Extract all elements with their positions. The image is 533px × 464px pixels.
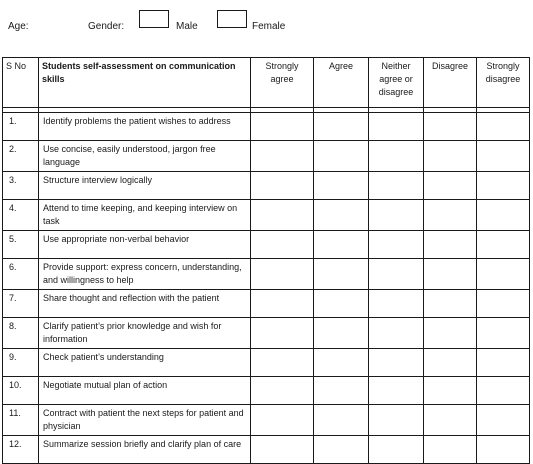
- table-row: [3, 349, 530, 377]
- rating-cell-agree[interactable]: [314, 141, 369, 172]
- rating-cell-strongly-disagree[interactable]: [477, 113, 530, 141]
- rating-cell-strongly-disagree[interactable]: [477, 200, 530, 231]
- female-checkbox[interactable]: [217, 10, 247, 28]
- rating-cell-agree[interactable]: [314, 436, 369, 464]
- age-label: Age:: [8, 21, 29, 32]
- gender-label: Gender:: [88, 21, 125, 32]
- column-header-agree: Agree: [314, 58, 369, 108]
- row-number: 9.: [3, 349, 39, 377]
- table-header-row: [3, 58, 530, 108]
- row-number: 12.: [3, 436, 39, 464]
- rating-cell-agree[interactable]: [314, 200, 369, 231]
- skill-statement: Use concise, easily understood, jargon free language: [39, 141, 251, 172]
- rating-cell-strongly-agree[interactable]: [251, 231, 314, 259]
- rating-cell-neither[interactable]: [369, 318, 424, 349]
- rating-cell-strongly-disagree[interactable]: [477, 377, 530, 405]
- row-number: 5.: [3, 231, 39, 259]
- rating-cell-neither[interactable]: [369, 113, 424, 141]
- row-number: 10.: [3, 377, 39, 405]
- rating-cell-agree[interactable]: [314, 172, 369, 200]
- rating-cell-agree[interactable]: [314, 349, 369, 377]
- rating-cell-strongly-agree[interactable]: [251, 113, 314, 141]
- rating-cell-neither[interactable]: [369, 200, 424, 231]
- rating-cell-agree[interactable]: [314, 259, 369, 290]
- rating-cell-neither[interactable]: [369, 436, 424, 464]
- rating-cell-disagree[interactable]: [424, 231, 477, 259]
- rating-cell-strongly-agree[interactable]: [251, 349, 314, 377]
- rating-cell-disagree[interactable]: [424, 436, 477, 464]
- table-row: [3, 113, 530, 141]
- table-row: [3, 259, 530, 290]
- rating-cell-agree[interactable]: [314, 113, 369, 141]
- skill-statement: Structure interview logically: [39, 172, 251, 200]
- rating-cell-strongly-disagree[interactable]: [477, 290, 530, 318]
- rating-cell-disagree[interactable]: [424, 377, 477, 405]
- rating-cell-strongly-disagree[interactable]: [477, 172, 530, 200]
- rating-cell-strongly-disagree[interactable]: [477, 405, 530, 436]
- rating-cell-neither[interactable]: [369, 349, 424, 377]
- column-header-neither: Neither agree or disagree: [369, 58, 424, 108]
- table-row: [3, 377, 530, 405]
- rating-cell-agree[interactable]: [314, 318, 369, 349]
- rating-cell-strongly-agree[interactable]: [251, 318, 314, 349]
- table-row: [3, 200, 530, 231]
- self-assessment-table: [2, 57, 530, 464]
- female-label: Female: [252, 21, 286, 32]
- male-checkbox[interactable]: [139, 10, 169, 28]
- rating-cell-disagree[interactable]: [424, 318, 477, 349]
- rating-cell-agree[interactable]: [314, 290, 369, 318]
- rating-cell-strongly-agree[interactable]: [251, 172, 314, 200]
- rating-cell-strongly-disagree[interactable]: [477, 141, 530, 172]
- table-row: [3, 436, 530, 464]
- row-number: 1.: [3, 113, 39, 141]
- rating-cell-strongly-disagree[interactable]: [477, 231, 530, 259]
- rating-cell-strongly-agree[interactable]: [251, 141, 314, 172]
- column-header-disagree: Disagree: [424, 58, 477, 108]
- skill-statement: Summarize session briefly and clarify plan of care: [39, 436, 251, 464]
- skill-statement: Use appropriate non-verbal behavior: [39, 231, 251, 259]
- skill-statement: Check patient’s understanding: [39, 349, 251, 377]
- rating-cell-strongly-agree[interactable]: [251, 405, 314, 436]
- rating-cell-neither[interactable]: [369, 290, 424, 318]
- rating-cell-agree[interactable]: [314, 231, 369, 259]
- rating-cell-strongly-disagree[interactable]: [477, 436, 530, 464]
- rating-cell-agree[interactable]: [314, 405, 369, 436]
- rating-cell-neither[interactable]: [369, 259, 424, 290]
- rating-cell-strongly-agree[interactable]: [251, 290, 314, 318]
- table-row: [3, 231, 530, 259]
- rating-cell-neither[interactable]: [369, 141, 424, 172]
- skill-statement: Provide support: express concern, understanding, and willingness to help: [39, 259, 251, 290]
- rating-cell-neither[interactable]: [369, 377, 424, 405]
- skill-statement: Contract with patient the next steps for patient and physician: [39, 405, 251, 436]
- skill-statement: Negotiate mutual plan of action: [39, 377, 251, 405]
- skill-statement: Clarify patient’s prior knowledge and wish for information: [39, 318, 251, 349]
- male-label: Male: [176, 21, 198, 32]
- rating-cell-disagree[interactable]: [424, 113, 477, 141]
- column-header-skill: Students self-assessment on communication skills: [39, 58, 251, 108]
- rating-cell-strongly-disagree[interactable]: [477, 259, 530, 290]
- rating-cell-disagree[interactable]: [424, 200, 477, 231]
- skill-statement: Attend to time keeping, and keeping interview on task: [39, 200, 251, 231]
- rating-cell-strongly-agree[interactable]: [251, 436, 314, 464]
- rating-cell-strongly-agree[interactable]: [251, 200, 314, 231]
- rating-cell-strongly-agree[interactable]: [251, 377, 314, 405]
- row-number: 4.: [3, 200, 39, 231]
- row-number: 2.: [3, 141, 39, 172]
- rating-cell-disagree[interactable]: [424, 405, 477, 436]
- rating-cell-agree[interactable]: [314, 377, 369, 405]
- rating-cell-strongly-disagree[interactable]: [477, 349, 530, 377]
- table-row: [3, 172, 530, 200]
- form-header: [0, 0, 533, 52]
- row-number: 3.: [3, 172, 39, 200]
- column-header-sno: S No: [3, 58, 39, 108]
- rating-cell-strongly-agree[interactable]: [251, 259, 314, 290]
- rating-cell-disagree[interactable]: [424, 141, 477, 172]
- rating-cell-strongly-disagree[interactable]: [477, 318, 530, 349]
- rating-cell-disagree[interactable]: [424, 172, 477, 200]
- rating-cell-neither[interactable]: [369, 172, 424, 200]
- rating-cell-neither[interactable]: [369, 231, 424, 259]
- row-number: 8.: [3, 318, 39, 349]
- column-header-strongly-agree: Strongly agree: [251, 58, 314, 108]
- table-row: [3, 405, 530, 436]
- rating-cell-disagree[interactable]: [424, 290, 477, 318]
- skill-statement: Share thought and reflection with the patient: [39, 290, 251, 318]
- skill-statement: Identify problems the patient wishes to address: [39, 113, 251, 141]
- rating-cell-neither[interactable]: [369, 405, 424, 436]
- table-row: [3, 318, 530, 349]
- row-number: 6.: [3, 259, 39, 290]
- rating-cell-disagree[interactable]: [424, 259, 477, 290]
- rating-cell-disagree[interactable]: [424, 349, 477, 377]
- table-row: [3, 290, 530, 318]
- row-number: 11.: [3, 405, 39, 436]
- table-row: [3, 141, 530, 172]
- column-header-strongly-disagree: Strongly disagree: [477, 58, 530, 108]
- row-number: 7.: [3, 290, 39, 318]
